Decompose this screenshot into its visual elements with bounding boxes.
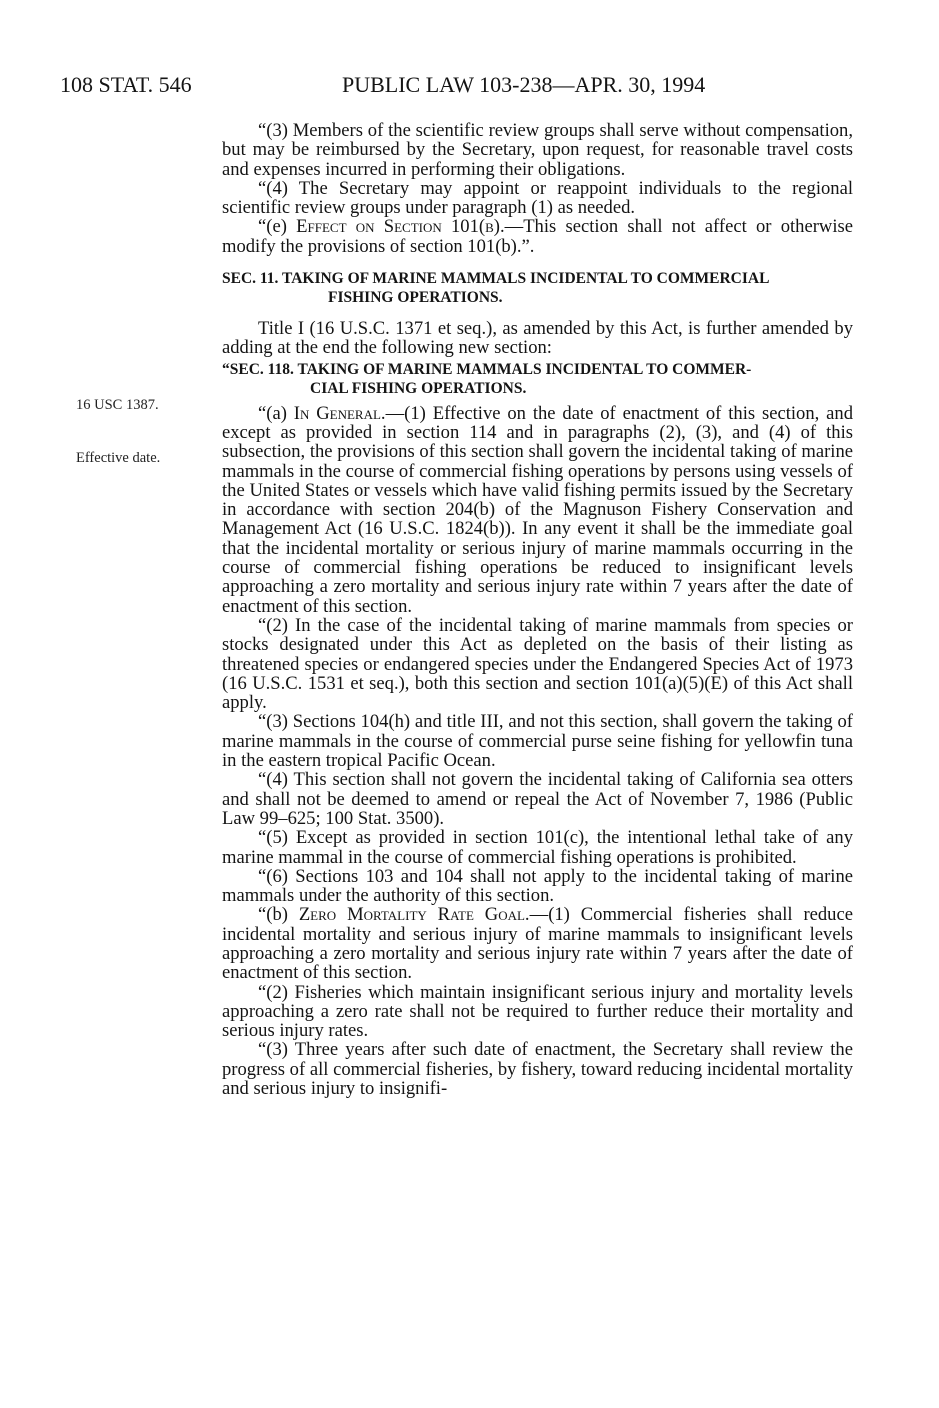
paragraph-a-4: “(4) This section shall not govern the incidental taking of California sea otters and shall not be deemed to amend or repeal the Act of November 7, 1986 (Public Law 99–625; 100 Stat. 3500). <box>222 769 853 829</box>
title-amendment-paragraph: Title I (16 U.S.C. 1371 et seq.), as amended by this Act, is further amended by adding at the end the following new section: <box>222 318 853 359</box>
margin-note-usc: 16 USC 1387. <box>76 397 159 413</box>
paragraph-a-3: “(3) Sections 104(h) and title III, and not this section, shall govern the taking of marine mammals in the course of commercial purse seine fishing for yellowfin tuna in the eastern tropical Pacific Ocean. <box>222 711 853 772</box>
section-118-heading-line2: CIAL FISHING OPERATIONS. <box>310 379 527 397</box>
body-text <box>222 121 853 1098</box>
paragraph-e <box>222 217 853 256</box>
section-11-heading-line2: FISHING OPERATIONS. <box>328 289 503 307</box>
paragraph-b-3: “(3) Three years after such date of enactment, the Secretary shall review the progress of all commercial fisheries, by fishery, toward reducing incidental mortality and serious injury to insignifi- <box>222 1039 853 1100</box>
paragraph-a-6: “(6) Sections 103 and 104 shall not apply to the incidental taking of marine mammals under the authority of this section. <box>222 865 853 907</box>
section-118-heading <box>222 360 853 398</box>
paragraph-a <box>222 404 853 616</box>
paragraph-a-heading: In General. <box>293 402 386 424</box>
paragraph-e-heading: Effect on Section 101(b). <box>296 216 505 238</box>
section-118-heading-line1: “SEC. 118. TAKING OF MARINE MAMMALS INCIDENTAL TO COMMER- <box>222 360 752 378</box>
paragraph-e-prefix: “(e) <box>258 216 297 238</box>
paragraph-b-prefix: “(b) <box>258 904 299 926</box>
public-law-date: PUBLIC LAW 103-238—APR. 30, 1994 <box>342 72 706 97</box>
paragraph-a-5: “(5) Except as provided in section 101(c), the intentional lethal take of any marine mammal in the course of commercial fishing operations is prohibited. <box>222 827 853 868</box>
paragraph-3-scientific-review: “(3) Members of the scientific review groups shall serve without compensation, but may be reimbursed by the Secretary, upon request, for reasonable travel costs and expenses incurred in performing their obligations. <box>222 120 853 180</box>
paragraph-e-text: —This section shall not affect or otherwise modify the provisions of section 101(b).”. <box>222 216 853 257</box>
paragraph-4-appointment: “(4) The Secretary may appoint or reappoint individuals to the regional scientific review groups under paragraph (1) as needed. <box>222 177 853 219</box>
paragraph-a-2: “(2) In the case of the incidental taking of marine mammals from species or stocks designated under this Act as depleted on the basis of their listing as threatened species or endangered species under the Endangered Species Act of 1973 (16 U.S.C. 1531 et seq.), both this section and section 101(a)(5)(E) of this Act shall apply. <box>222 614 853 714</box>
margin-note-effective-date: Effective date. <box>76 450 161 466</box>
paragraph-b-2: “(2) Fisheries which maintain insignificant serious injury and mortality levels approaching a zero rate shall not be required to further reduce their mortality and serious injury rates. <box>222 981 853 1042</box>
paragraph-a-prefix: “(a) <box>258 402 294 424</box>
paragraph-a-text: —(1) Effective on the date of enactment of this section, and except as provided in section 114 and in paragraphs (2), (3), and (4) of this subsection, the provisions of this section shall govern the incidental taking of marine mammals in the course of commercial fishing operations by persons using vessels of the United States or vessels which have valid fishing permits issued by the Secretary in accordance with section 204(b) of the Magnuson Fishery Conservation and Management Act (16 U.S.C. 1824(b)). In any event it shall be the immediate goal that the incidental mortality or serious injury of marine mammals occurring in the course of commercial fishing operations be reduced to insignificant levels approaching a zero mortality and serious injury rate within 7 years after the date of enactment of this section. <box>222 402 853 617</box>
paragraph-b <box>222 905 853 982</box>
stat-page-number: 108 STAT. 546 <box>60 72 192 97</box>
section-11-heading-line1: SEC. 11. TAKING OF MARINE MAMMALS INCIDENTAL TO COMMERCIAL <box>222 270 770 288</box>
section-11-heading <box>222 269 853 307</box>
paragraph-b-text: —(1) Commercial fisheries shall reduce incidental mortality and serious injury of marine mammals to insignificant levels approaching a zero mortality and serious injury rate within 7 years after the date of enactment of this section. <box>222 904 853 984</box>
paragraph-b-heading: Zero Mortality Rate Goal. <box>298 904 530 926</box>
